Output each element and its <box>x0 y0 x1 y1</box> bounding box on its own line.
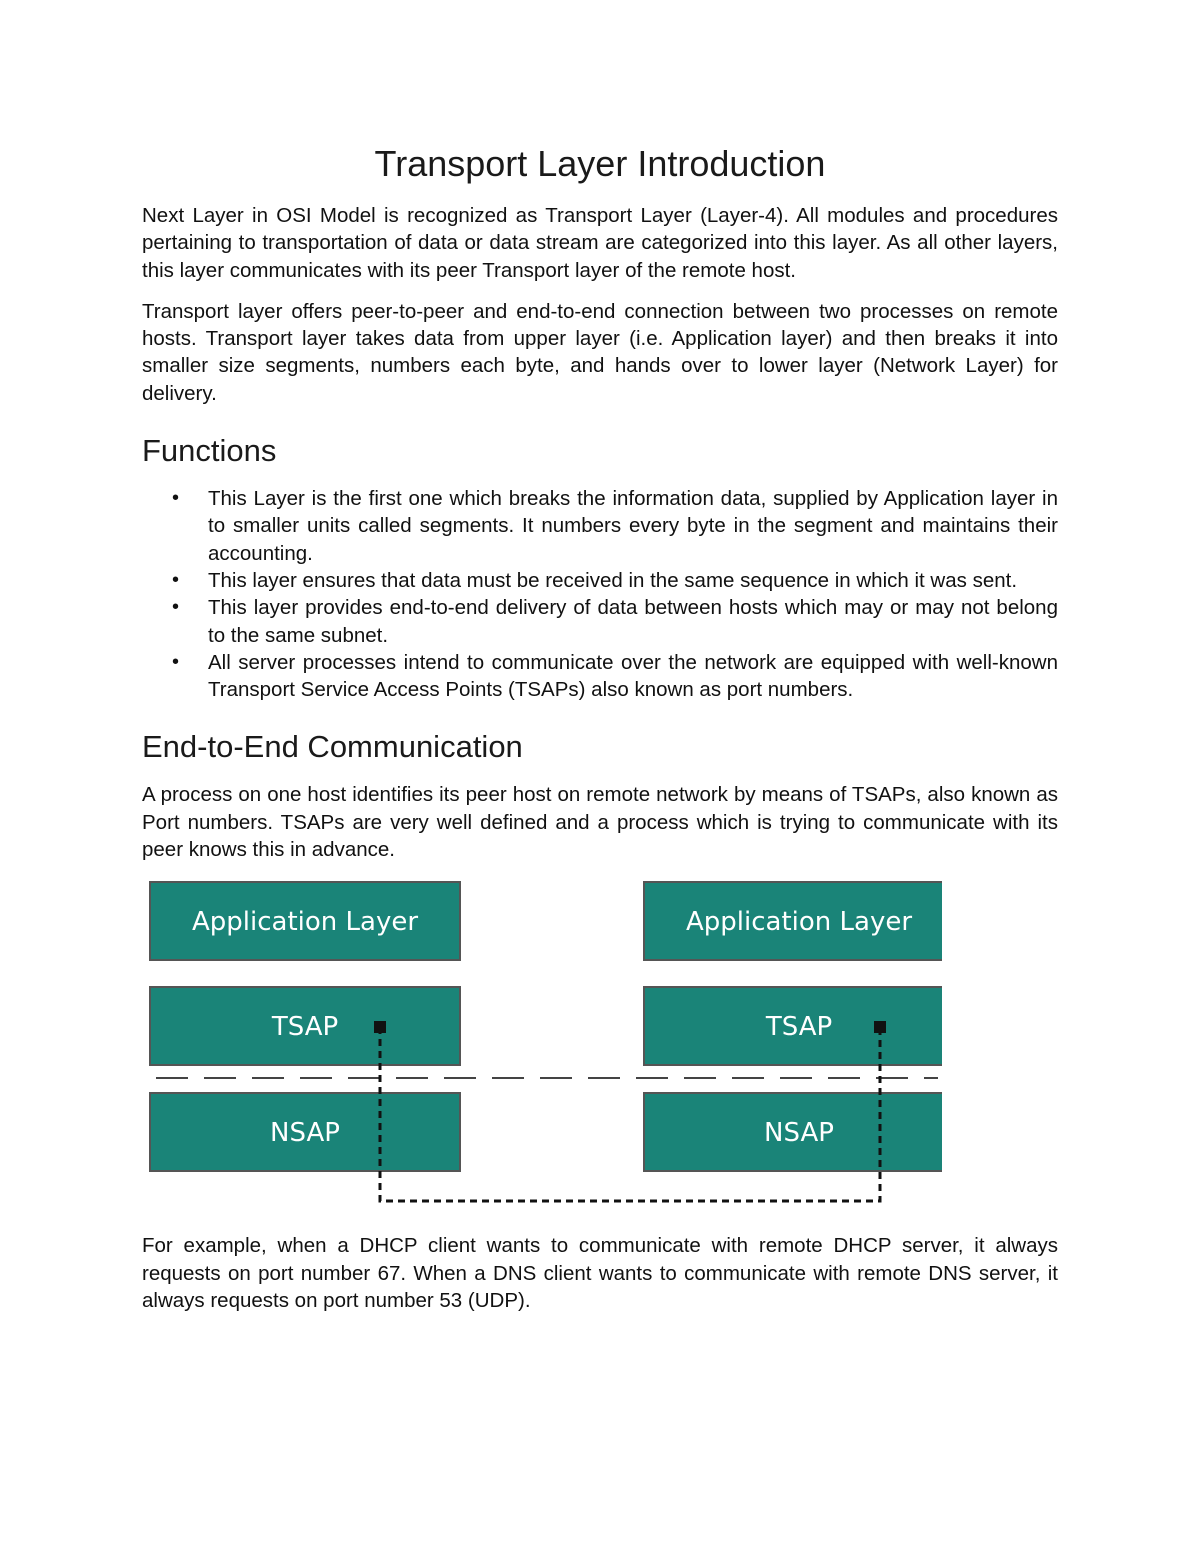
left-application-label: Application Layer <box>191 907 419 938</box>
bullet-icon: • <box>172 568 180 591</box>
list-item <box>142 594 1058 649</box>
left-tsap-label: TSAP <box>271 1012 339 1043</box>
list-item-text: This Layer is the first one which breaks the information data, supplied by Application layer in to smaller units called segments. It numbers every byte in the segment and maintains their accounting. <box>208 487 1058 565</box>
page-title: Transport Layer Introduction <box>374 143 826 184</box>
bullet-icon: • <box>172 487 180 510</box>
bullet-icon: • <box>172 596 180 619</box>
list-item-text: This layer provides end-to-end delivery of data between hosts which may or may not belong to the same subnet. <box>208 596 1058 647</box>
right-application-label: Application Layer <box>685 907 913 938</box>
end-to-end-paragraph: A process on one host identifies its peer host on remote network by means of TSAPs, also known as Port numbers. TSAPs are very well defined and a process which is trying to communicate with its peer knows this in advance. <box>142 783 1058 862</box>
tsap-nsap-diagram <box>142 879 942 1214</box>
list-item <box>142 649 1058 704</box>
right-tsap-label: TSAP <box>765 1012 833 1043</box>
right-nsap-label: NSAP <box>764 1118 834 1149</box>
list-item <box>142 485 1058 567</box>
functions-heading: Functions <box>142 433 277 469</box>
intro-paragraph-1: Next Layer in OSI Model is recognized as Transport Layer (Layer-4). All modules and procedures pertaining to transportation of data or data stream are categorized into this layer. As all other layers, this layer communicates with its peer Transport layer of the remote host. <box>142 204 1058 282</box>
intro-paragraph-2: Transport layer offers peer-to-peer and end-to-end connection between two processes on remote hosts. Transport layer takes data from upper layer (i.e. Application layer) and then breaks it into smaller size segments, numbers each byte, and hands over to lower layer (Network Layer) for delivery. <box>142 299 1058 405</box>
document-page <box>142 140 1058 1328</box>
left-nsap-label: NSAP <box>270 1118 340 1149</box>
functions-list <box>142 485 1058 703</box>
list-item-text: This layer ensures that data must be received in the same sequence in which it was sent. <box>208 568 1018 592</box>
right-tsap-port-marker <box>874 1021 886 1033</box>
left-tsap-port-marker <box>374 1021 386 1033</box>
example-paragraph: For example, when a DHCP client wants to communicate with remote DHCP server, it always requests on port number 67. When a DNS client wants to communicate with remote DNS server, it always requests on port number 53 (UDP). <box>142 1234 1058 1312</box>
list-item-text: All server processes intend to communicate over the network are equipped with well-known Transport Service Access Points (TSAPs) also known as port numbers. <box>208 650 1058 702</box>
bullet-icon: • <box>172 650 180 673</box>
list-item <box>142 567 1058 594</box>
end-to-end-heading: End-to-End Communication <box>142 729 523 765</box>
